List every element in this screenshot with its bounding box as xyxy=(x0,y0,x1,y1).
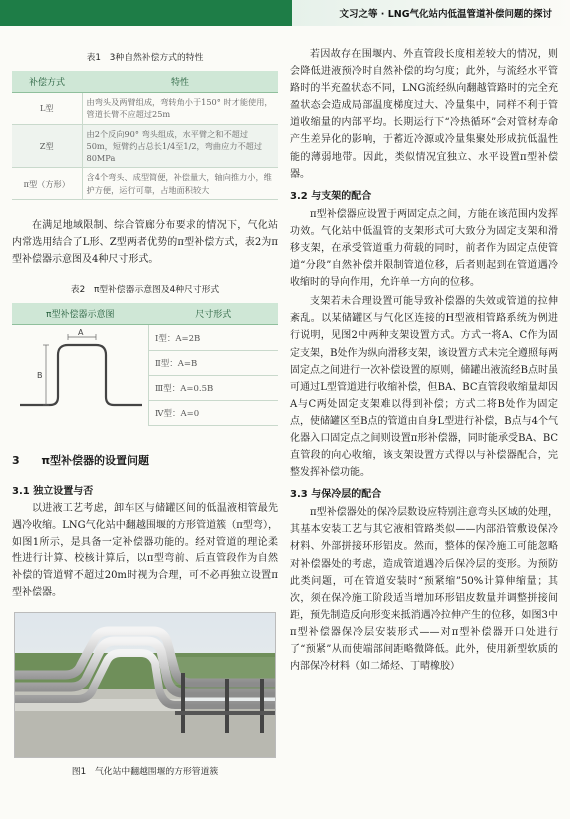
paragraph: 若因故存在围堰内、外直管段长度相差较大的情况，则会降低进液预冷时自然补偿的均匀度；此外，与流经水平管路时的半充盈状态不同，LNG流经纵向翻越管路时的完全充盈状态会造成局部温度梯度过大、冷量集中，同样不利于管道收缩量的内部平均。长期运行下“冷热循环”会对管材寿命产生差异化的影响，于蓄近冷源或冷量集聚处形成抗低温性能的薄弱地带。因此，类似情况宜独立、水平设置π型补偿器。 xyxy=(290,49,558,180)
running-title: 文习之等 · LNG气化站内低温管道补偿问题的探讨 xyxy=(339,9,552,20)
table1-type-cell: Z型 xyxy=(12,124,82,168)
table2-caption: 表2 π型补偿器示意图及4种尺寸形式 xyxy=(70,285,220,296)
section-title: π型补偿器的设置问题 xyxy=(41,453,150,467)
paragraph: 在满足地域限制、综合管廊分布要求的情况下，气化站内常选用结合了L形、Z型两者优势的π型补偿方式，表2为π型补偿器示意图及4种尺寸形式。 xyxy=(12,220,278,265)
table1-col-header: 补偿方式 xyxy=(12,71,82,93)
table-row xyxy=(12,168,278,200)
figure1-caption: 图1 气化站中翻越围堰的方形管道簇 xyxy=(71,766,219,777)
table1-desc-cell: 含4个弯头、成型简便，补偿量大，轴向推力小，维护方便，运行可靠，占地面积较大 xyxy=(82,168,278,200)
subsection-heading: 3.2 与支架的配合 xyxy=(290,190,372,202)
figure1-photo xyxy=(14,612,276,758)
left-column xyxy=(12,34,278,777)
table1-col-header: 特性 xyxy=(82,71,278,93)
section-heading xyxy=(12,452,278,468)
paragraph: π型补偿器应设置于两固定点之间，方能在该范围内发挥功效。气化站中低温管的支架形式可大致分为固定支架和滑移支架，在承受管道重力荷载的同时，前者作为固定点使管道“分段”自然补偿并限制管道位移，后者则起到在管道遇冷收缩时的导向作用，允许单一方向的位移。 xyxy=(290,208,558,289)
table1-desc-cell: 由2个反向90° 弯头组成，水平臂之和不超过50m，短臂约占总长1/4至1/2，弯曲应力不超过80MPa xyxy=(82,124,278,168)
paragraph: 以进液工艺考虑，卸车区与储罐区间的低温液相管最先遇冷收缩。LNG气化站中翻越围堰的方形管道簇（π型弯），如图1所示，是具备一定补偿器功能的。经对管道的理论柔性进行计算、校核计算后，以π型弯前、后直管段作为自然补偿的管道臂不超过20m时视为合理，可不必再独立设置π型补偿器。 xyxy=(12,502,278,598)
subsection-heading: 3.3 与保冷层的配合 xyxy=(290,489,382,501)
size-type-cell: Ⅰ型：A=2B xyxy=(149,325,279,350)
table2 xyxy=(12,303,278,426)
table1-header-row xyxy=(12,71,278,93)
size-type-cell: Ⅱ型：A=B xyxy=(149,350,279,375)
table1-type-cell: L型 xyxy=(12,93,82,125)
paragraph: π型补偿器处的保冷层数设应特别注意弯头区域的处理，其基本安装工艺与其它液相管路类似——内部沿管敷设保冷材料、外部拼接环形铝皮。然而，整体的保冷施工可能忽略对补偿器处的考虑，造成管道遇冷后保冷层的变形。为预防此类问题，可在管道安装时“预紧缩”50%计算伸缩量；其次，须在保冷施工阶段适当增加环形铝皮数量并调整拼接间距，预先制造反向形变来抵消遇冷拉伸产生的位移，如图3中π型补偿器保冷层安装形式——对π型补偿器开口处进行了“预紧”从而使端部间距略微降低。此外，使用新型软质的内部保冷材料（如二烯烃、丁晴橡胶） xyxy=(290,507,558,673)
pi-compensator-diagram xyxy=(12,325,148,421)
table-row xyxy=(12,325,278,350)
table-row xyxy=(12,93,278,125)
subsection-heading: 3.1 独立设置与否 xyxy=(12,485,94,497)
pi-diagram-cell xyxy=(12,325,149,426)
table-row xyxy=(12,124,278,168)
section-number: 3 xyxy=(12,453,20,467)
table1 xyxy=(12,71,278,200)
dim-label-a: A xyxy=(78,328,84,338)
right-column xyxy=(290,34,558,677)
table1-type-cell: π型（方形） xyxy=(12,168,82,200)
table2-col-header: π型补偿器示意图 xyxy=(12,303,149,325)
paragraph: 支架若未合理设置可能导致补偿器的失效或管道的拉伸紊乱。以某储罐区与气化区连接的H型液相管路系统为例进行说明，见图2中两种支架设置方式。方式一将A、C作为固定支架，B处作为纵向滑移支架，该设置方式未完全遵照每两固定点之间进行一次补偿设置的原则，储罐出液流经B点时虽可通过L型管道进行收缩补偿，但BA、BC直管段收缩量却因A与C两处固定支架难以得到补偿；方式二将B处作为固定点，使储罐区至B点的管道由自身L型进行补偿，B点与4个气化器入口固定点之间则设置π形补偿器，同时能承受BA、BC直管段的向心收缩，该支架设置方式得以与补偿器配合，完整发挥补偿功能。 xyxy=(290,296,558,479)
dim-label-b: B xyxy=(37,371,43,381)
table2-col-header: 尺寸形式 xyxy=(149,303,279,325)
size-type-cell: Ⅳ型：A=0 xyxy=(149,400,279,425)
size-type-cell: Ⅲ型：A=0.5B xyxy=(149,375,279,400)
table1-desc-cell: 由弯头及两臂组成，弯转角小于150° 时才能使用，管道长臂不应超过25m xyxy=(82,93,278,125)
table1-caption: 表1 3种自然补偿方式的特性 xyxy=(86,53,204,63)
header-color-strip xyxy=(0,0,292,26)
table2-header-row xyxy=(12,303,278,325)
running-header xyxy=(0,0,570,26)
pipe-cluster-photo xyxy=(15,613,276,758)
